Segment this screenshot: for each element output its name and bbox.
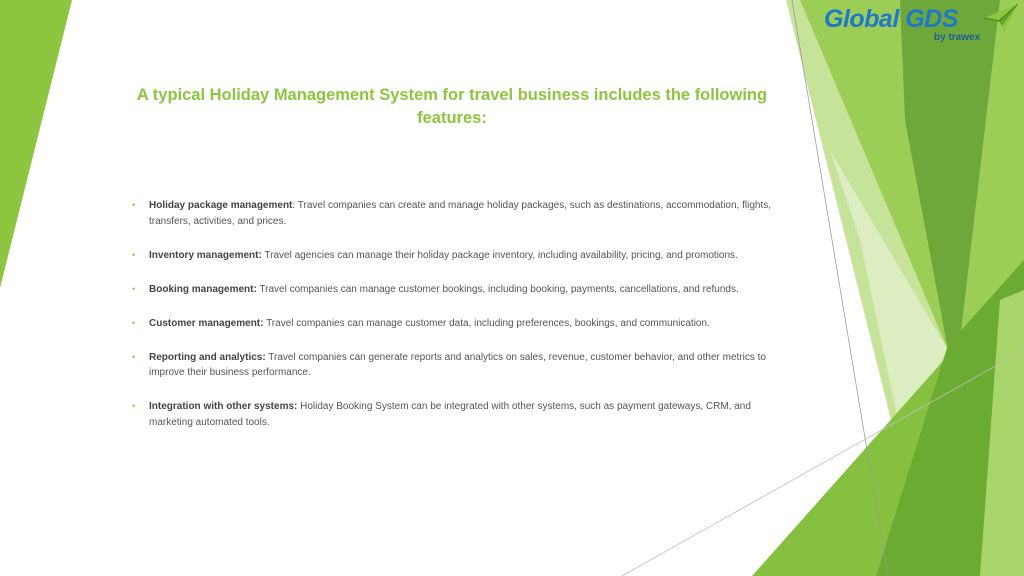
feature-description: Travel companies can manage customer data, including preferences, bookings, and communication. [263, 317, 710, 329]
feature-term: Holiday package management [149, 200, 293, 211]
slide-title: A typical Holiday Management System for travel business includes the following features: [136, 86, 768, 127]
feature-term: Customer management: [149, 317, 264, 329]
list-item [132, 350, 772, 381]
feature-description: : Travel companies can create and manage holiday packages, such as destinations, accommodation, flights, transfers, activities, and prices. [149, 200, 771, 227]
bullet-icon: • [132, 317, 136, 328]
feature-description: Holiday Booking System can be integrated with other systems, such as payment gateways, CRM, and marketing automated tools. [149, 401, 751, 428]
feature-list [132, 198, 772, 449]
logo-tagline: by trawex [934, 32, 981, 43]
feature-term: Integration with other systems: [149, 401, 298, 412]
list-item [132, 248, 772, 264]
feature-description: Travel companies can manage customer bookings, including booking, payments, cancellations, and refunds. [256, 283, 739, 295]
global-gds-logo [824, 2, 1020, 48]
list-item [132, 282, 772, 298]
logo-wordmark: Global GDS [824, 5, 958, 33]
feature-term: Booking management: [149, 283, 257, 295]
bullet-icon: • [132, 283, 136, 294]
feature-description: Travel agencies can manage their holiday package inventory, including availability, pricing, and promotions. [261, 249, 738, 261]
paper-plane-icon [984, 4, 1018, 32]
left-green-wedge [0, 0, 72, 288]
feature-term: Inventory management: [149, 249, 262, 261]
list-item [132, 316, 772, 332]
bullet-icon: • [132, 401, 136, 411]
bullet-icon: • [132, 200, 136, 210]
bullet-icon: • [132, 351, 136, 362]
bullet-icon: • [132, 249, 136, 260]
feature-term: Reporting and analytics: [149, 351, 266, 363]
feature-description: Travel companies can generate reports and analytics on sales, revenue, customer behavior, and other metrics to improve their business performance. [149, 351, 766, 378]
list-item [132, 399, 772, 430]
list-item [132, 198, 772, 229]
